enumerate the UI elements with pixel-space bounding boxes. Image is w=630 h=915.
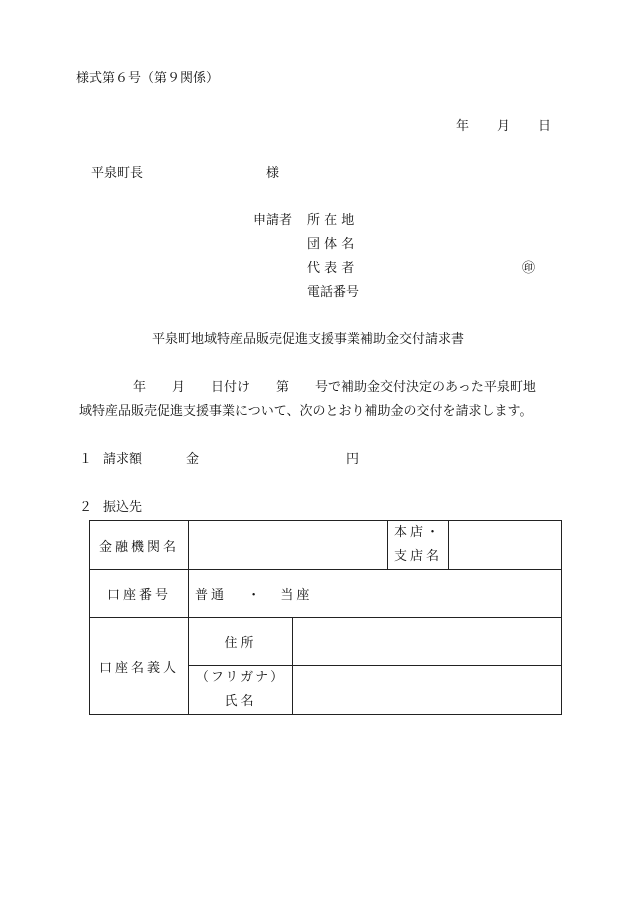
account-type-futsu[interactable]: 普通 xyxy=(195,588,228,603)
section1-number: １ xyxy=(79,452,93,467)
body-line-2: 域特産品販売促進支援事業について、次のとおり補助金の交付を請求します。 xyxy=(79,404,533,419)
applicant-label: 申請者 xyxy=(253,213,293,228)
body-line-1: 年 月 日付け 第 号で補助金交付決定のあった平泉町地 xyxy=(133,380,536,395)
form-number: 様式第６号（第９関係） xyxy=(76,71,220,86)
holder-name-label: 氏名 xyxy=(224,694,257,709)
holder-address-field[interactable] xyxy=(293,618,562,666)
addressee-name: 平泉町長 xyxy=(91,166,144,181)
branch-name-field[interactable] xyxy=(449,521,562,570)
seal-mark: ㊞ xyxy=(522,261,536,276)
holder-name-field[interactable] xyxy=(293,666,562,715)
holder-address-row xyxy=(90,618,562,666)
bank-name-field[interactable] xyxy=(189,521,388,570)
furigana-label: （フリガナ） xyxy=(195,670,286,685)
account-number-label: 口座番号 xyxy=(90,570,189,618)
account-type-field[interactable] xyxy=(189,570,562,618)
branch-label-cell xyxy=(388,521,449,570)
date-year-label: 年 xyxy=(456,119,470,134)
account-type-separator: ・ xyxy=(247,588,261,603)
account-number-row xyxy=(90,570,562,618)
section1-kin: 金 xyxy=(186,452,200,467)
bank-transfer-table xyxy=(89,520,562,715)
document-title: 平泉町地域特産品販売促進支援事業補助金交付請求書 xyxy=(152,332,465,347)
section2-label: 振込先 xyxy=(103,500,143,515)
section1-yen: 円 xyxy=(346,452,360,467)
applicant-address-label: 所 在 地 xyxy=(307,213,355,228)
addressee-honorific: 様 xyxy=(266,166,280,181)
holder-address-label: 住所 xyxy=(189,618,293,666)
date-month-label: 月 xyxy=(497,119,511,134)
branch-label-line1: 本店・ xyxy=(394,525,443,540)
section1-label: 請求額 xyxy=(103,452,143,467)
holder-name-label-cell xyxy=(189,666,293,715)
branch-label-line2: 支店名 xyxy=(394,549,443,564)
section2-number: ２ xyxy=(79,500,93,515)
date-day-label: 日 xyxy=(538,119,552,134)
bank-name-label: 金融機関名 xyxy=(90,521,189,570)
bank-name-row xyxy=(90,521,562,570)
applicant-rep-label: 代 表 者 xyxy=(307,261,355,276)
account-holder-label: 口座名義人 xyxy=(90,618,189,715)
applicant-org-label: 団 体 名 xyxy=(307,237,355,252)
account-type-touza[interactable]: 当座 xyxy=(280,588,313,603)
applicant-phone-label: 電話番号 xyxy=(307,285,360,300)
